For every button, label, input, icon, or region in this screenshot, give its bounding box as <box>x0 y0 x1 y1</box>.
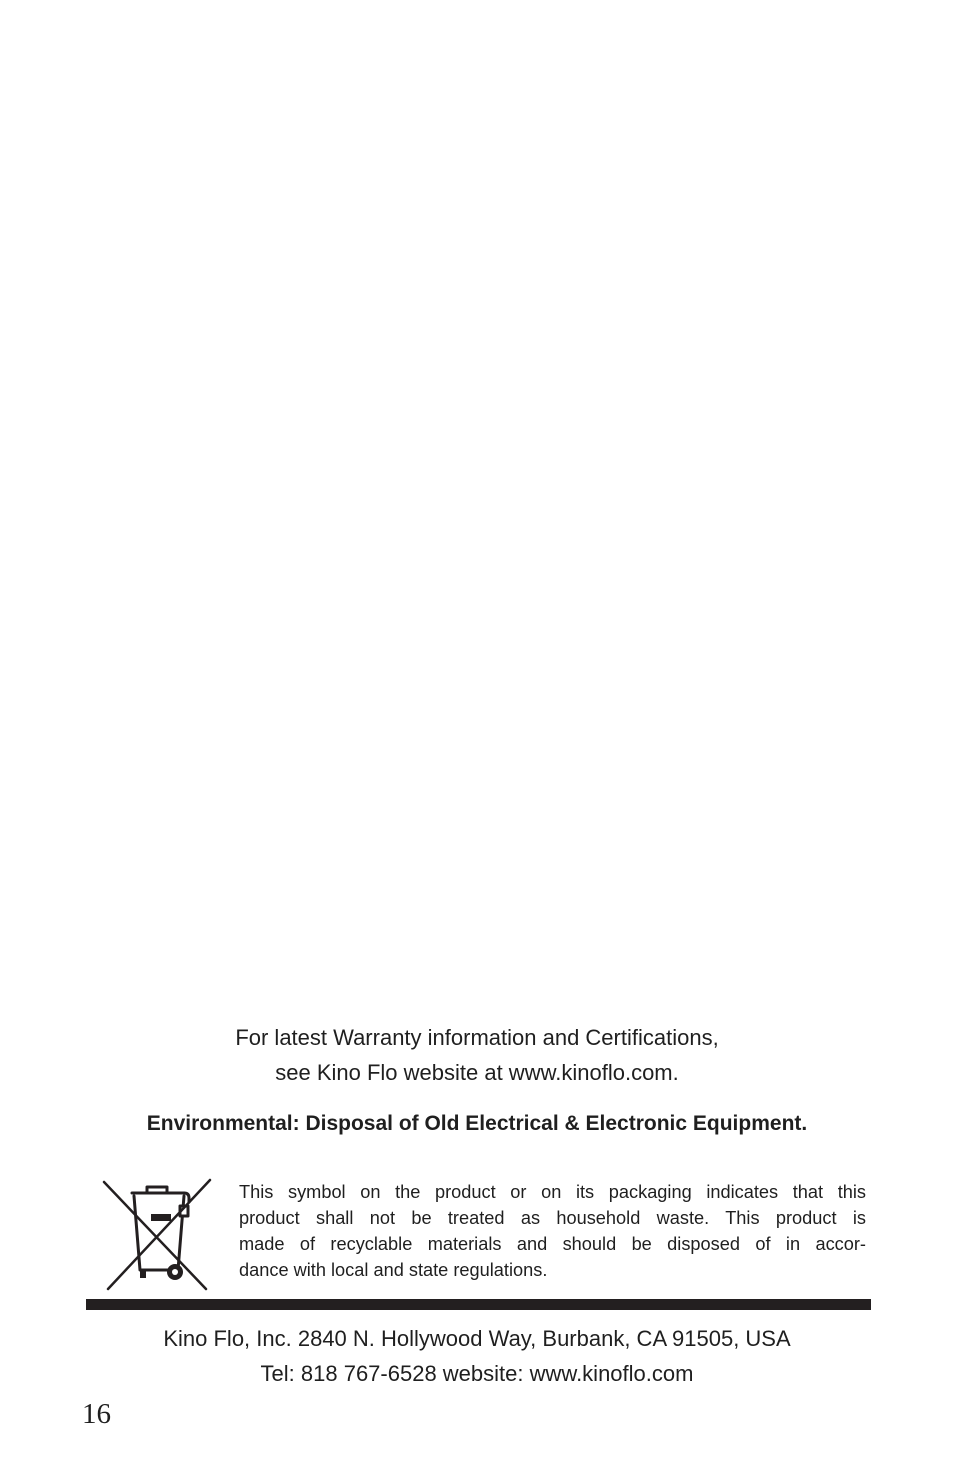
disposal-line-2: product shall not be treated as household waste. This product is <box>239 1208 866 1228</box>
warranty-line-2: see Kino Flo website at www.kinoflo.com. <box>275 1060 679 1085</box>
disposal-notice <box>239 1179 866 1283</box>
disposal-line-1: This symbol on the product or on its packaging indicates that this <box>239 1182 866 1202</box>
company-address-block <box>0 1321 954 1391</box>
page-number: 16 <box>82 1398 111 1430</box>
warranty-notice <box>0 1020 954 1090</box>
disposal-line-3: made of recyclable materials and should be disposed of in accor- <box>239 1234 866 1254</box>
crossed-out-wheelie-bin-icon <box>100 1176 214 1294</box>
company-address: Kino Flo, Inc. 2840 N. Hollywood Way, Burbank, CA 91505, USA <box>163 1326 791 1351</box>
company-contact: Tel: 818 767-6528 website: www.kinoflo.com <box>260 1361 694 1386</box>
disposal-line-4: dance with local and state regulations. <box>239 1260 548 1280</box>
environmental-heading: Environmental: Disposal of Old Electrical & Electronic Equipment. <box>146 1112 808 1135</box>
footer-divider <box>86 1299 871 1310</box>
warranty-line-1: For latest Warranty information and Certifications, <box>235 1025 719 1050</box>
